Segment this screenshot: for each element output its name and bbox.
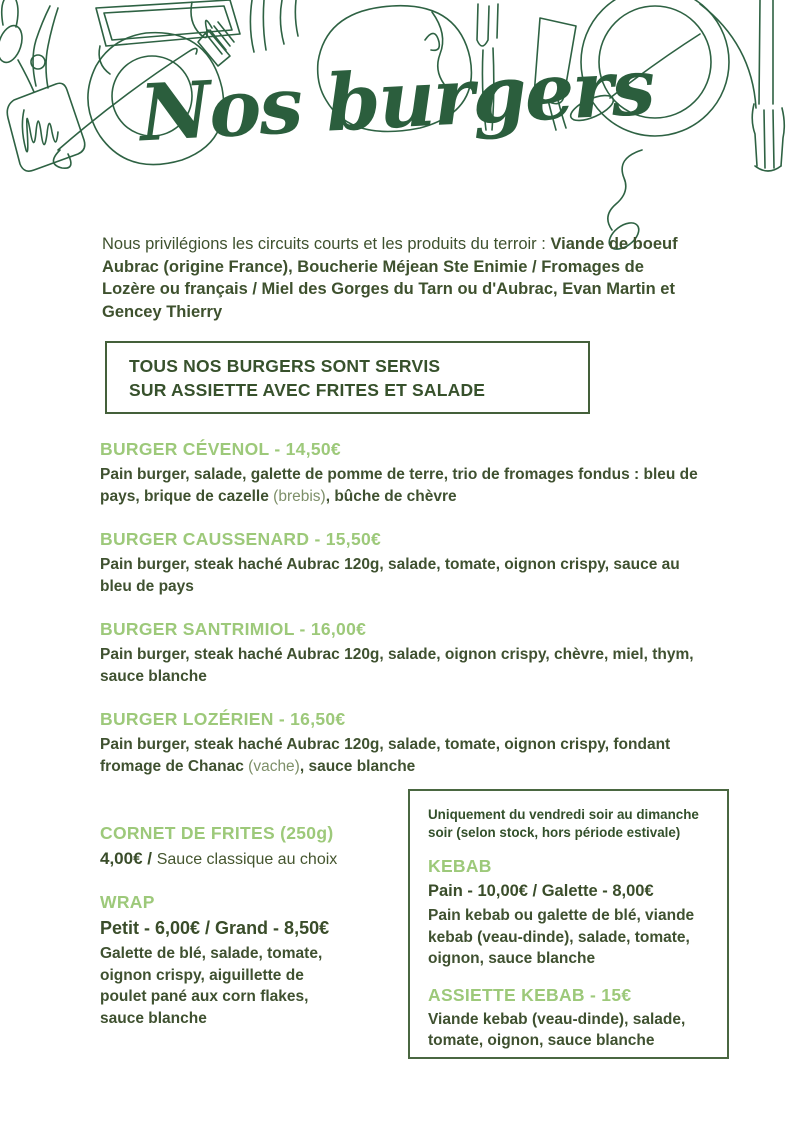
page-title: Nos burgers	[137, 41, 656, 160]
menu-item-burger-caussenard	[100, 528, 734, 597]
kitchen-lineart-banner	[0, 0, 793, 255]
menu-item-cornet	[100, 822, 352, 871]
fork-icon	[191, 2, 234, 66]
notice-line1: TOUS NOS BURGERS SONT SERVIS	[129, 355, 441, 376]
whisk-icon	[0, 0, 34, 92]
cutting-board-icon	[96, 0, 240, 74]
intro-text	[102, 233, 694, 323]
item-name-price: BURGER CÉVENOL - 14,50€	[100, 439, 341, 459]
desc-tail: , sauce blanche	[299, 757, 416, 775]
item-name: CORNET DE FRITES (250g)	[100, 823, 334, 843]
item-name: ASSIETTE KEBAB - 15€	[428, 984, 632, 1005]
desc-main: Pain burger, steak haché Aubrac 120g, salade, oignon crispy, chèvre, miel, thym, sauce blanche	[100, 646, 694, 685]
intro-line: Nous privilégions les circuits courts et les produits du terroir :	[102, 235, 546, 253]
weekend-kebab-box	[408, 789, 729, 1059]
item-price-line	[100, 847, 352, 871]
desc-paren: (vache)	[248, 757, 300, 775]
price-note: Sauce classique au choix	[156, 851, 338, 868]
notice-box	[105, 341, 590, 414]
item-description: Pain kebab ou galette de blé, viande kebab (veau-dinde), salade, tomate, oignon, sauce blanche	[428, 907, 695, 967]
item-price-line: Petit - 6,00€ / Grand - 8,50€	[100, 918, 330, 938]
item-description	[100, 734, 700, 777]
item-description	[100, 554, 700, 597]
menu-item-burger-cevenol	[100, 438, 734, 507]
item-name: WRAP	[100, 892, 155, 912]
item-name-price: BURGER SANTRIMIOL - 16,00€	[100, 619, 367, 639]
intro-suppliers: Viande de boeuf Aubrac (origine France), Boucherie Méjean Ste Enimie / Fromages de Lozère ou français / Miel des Gorges du Tarn ou d'Aubrac, Evan Martin et Gencey Thierry	[102, 235, 678, 321]
menu-item-burger-santrimiol	[100, 618, 734, 687]
desc-main: Pain burger, steak haché Aubrac 120g, salade, tomate, oignon crispy, sauce au bleu de pays	[100, 556, 680, 595]
menu-item-wrap	[100, 891, 352, 1029]
availability-note: Uniquement du vendredi soir au dimanche soir (selon stock, hors période estivale)	[428, 807, 699, 840]
burger-list	[100, 438, 734, 798]
menu-item-kebab	[428, 855, 709, 970]
item-description	[100, 464, 700, 507]
desc-main: Pain burger, steak haché Aubrac 120g, salade, tomate, oignon crispy, fondant fromage de Chanac	[100, 736, 671, 775]
item-price-line: Pain - 10,00€ / Galette - 8,00€	[428, 882, 654, 900]
menu-item-burger-lozerien	[100, 708, 734, 777]
price: 4,00€	[100, 849, 143, 868]
item-description: Viande kebab (veau-dinde), salade, tomate, oignon, sauce blanche	[428, 1010, 686, 1049]
menu-item-assiette-kebab	[428, 984, 709, 1052]
item-description	[100, 644, 700, 687]
sides-column	[100, 822, 352, 1029]
item-name-price: BURGER CAUSSENARD - 15,50€	[100, 529, 382, 549]
price-separator: /	[142, 849, 157, 868]
knife-icon	[250, 0, 298, 52]
desc-main: Pain burger, salade, galette de pomme de terre, trio de fromages fondus : bleu de pays, brique de cazelle	[100, 466, 698, 505]
item-description: Galette de blé, salade, tomate, oignon crispy, aiguillette de poulet pané aux corn flakes, sauce blanche	[100, 945, 323, 1027]
desc-tail: , bûche de chèvre	[325, 487, 457, 505]
item-name: KEBAB	[428, 856, 492, 876]
spacer	[100, 871, 352, 891]
item-name-price: BURGER LOZÉRIEN - 16,50€	[100, 709, 346, 729]
notice-line2: SUR ASSIETTE AVEC FRITES ET SALADE	[129, 379, 486, 400]
desc-paren: (brebis)	[273, 487, 326, 505]
